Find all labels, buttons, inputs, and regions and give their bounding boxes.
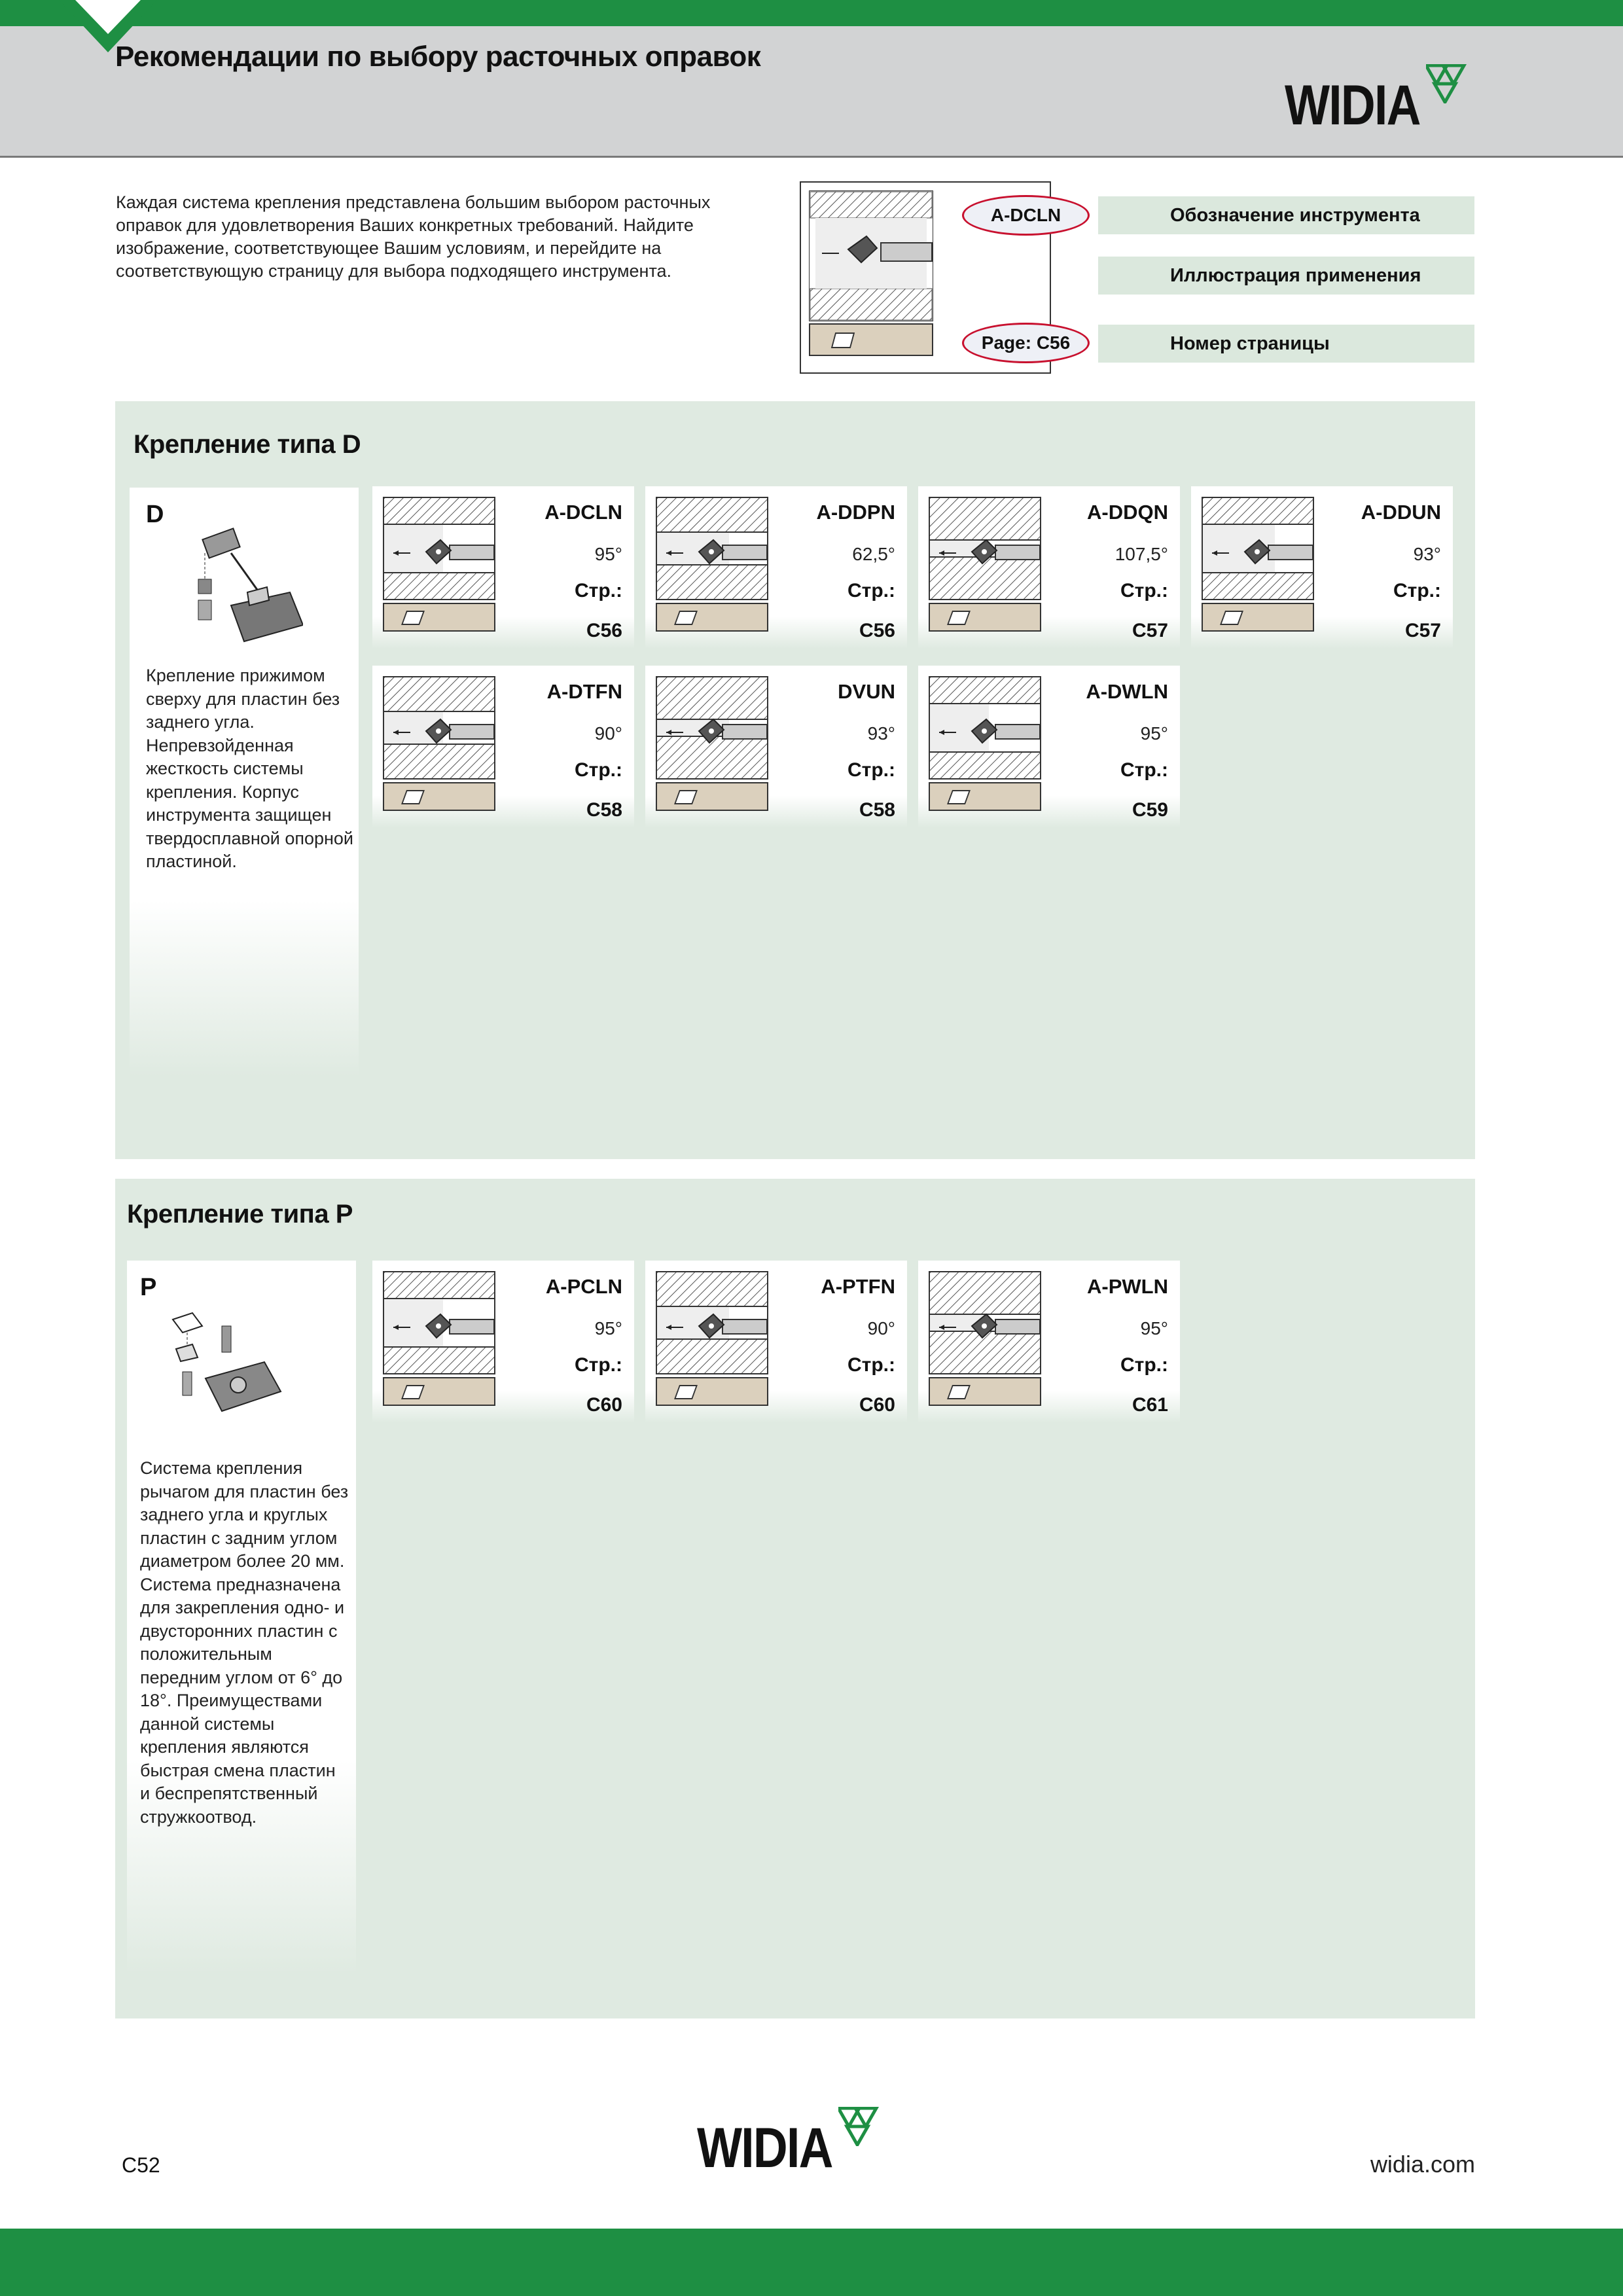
approach-angle: 93° <box>867 723 895 744</box>
card-illustration <box>929 1271 1041 1374</box>
section-type-p <box>115 1179 1475 2018</box>
tool-designation: A-DWLN <box>1086 680 1168 703</box>
legend-application-illustration <box>809 190 933 321</box>
insert-shape-icon <box>947 1385 971 1399</box>
card-illustration <box>929 676 1041 780</box>
page-reference: C56 <box>859 620 895 641</box>
page-label: Стр.: <box>847 1354 895 1376</box>
tool-card-dvun[interactable] <box>645 666 907 828</box>
tool-designation: A-PWLN <box>1087 1275 1168 1298</box>
card-insert-strip <box>383 603 495 632</box>
card-insert-strip <box>929 603 1041 632</box>
application-illustration <box>930 1272 1040 1373</box>
card-illustration <box>383 676 495 780</box>
approach-angle: 95° <box>1140 723 1168 744</box>
card-illustration <box>383 497 495 600</box>
page-label: Стр.: <box>1120 759 1168 781</box>
card-insert-strip <box>656 603 768 632</box>
insert-shape-icon <box>401 790 425 804</box>
insert-shape-icon <box>947 790 971 804</box>
page-label: Стр.: <box>574 580 622 601</box>
logo-triangles-icon <box>1426 64 1472 103</box>
application-illustration <box>657 677 767 778</box>
application-illustration <box>930 498 1040 599</box>
tool-card-a-dtfn[interactable] <box>372 666 634 828</box>
page-reference: C58 <box>859 799 895 821</box>
tool-card-a-pwln[interactable] <box>918 1261 1180 1423</box>
card-illustration <box>1202 497 1314 600</box>
application-illustration <box>384 498 494 599</box>
insert-shape-icon <box>674 611 698 625</box>
application-illustration <box>657 1272 767 1373</box>
page-reference: C61 <box>1132 1394 1168 1416</box>
tool-card-a-dwln[interactable] <box>918 666 1180 828</box>
approach-angle: 107,5° <box>1115 544 1168 564</box>
application-illustration <box>384 1272 494 1373</box>
legend-insert-strip <box>809 323 933 356</box>
header-logo <box>1285 73 1444 138</box>
footer-logo <box>697 2116 856 2181</box>
approach-angle: 95° <box>594 544 622 564</box>
tool-designation: DVUN <box>838 680 895 703</box>
intro-text: Каждая система крепления представлена большим выбором расточных оправок для удовлетворения Ваших конкретных требований. Найдите изображение, соответствующее Вашим условиям, и перейдите на соответствующую страницу для выбора подходящего инструмента. <box>116 192 711 281</box>
approach-angle: 90° <box>594 723 622 744</box>
page-label: Стр.: <box>1120 1354 1168 1376</box>
insert-shape-icon <box>674 1385 698 1399</box>
card-illustration <box>656 497 768 600</box>
insert-shape-icon <box>674 790 698 804</box>
legend-label-page: Номер страницы <box>1098 325 1474 363</box>
logo-triangles-icon <box>838 2107 884 2146</box>
card-insert-strip <box>383 1377 495 1406</box>
page-reference: C60 <box>859 1394 895 1416</box>
approach-angle: 90° <box>867 1318 895 1338</box>
legend-page-oval: Page: C56 <box>962 323 1090 363</box>
page-reference: C57 <box>1132 620 1168 641</box>
page-label: Стр.: <box>1393 580 1441 601</box>
page-reference: C58 <box>586 799 622 821</box>
tool-card-a-pcln[interactable] <box>372 1261 634 1423</box>
page-reference: C57 <box>1404 620 1441 641</box>
insert-shape-icon <box>831 332 855 348</box>
tool-designation: A-DDQN <box>1087 501 1168 524</box>
card-insert-strip <box>929 782 1041 811</box>
insert-shape-icon <box>1220 611 1243 625</box>
tool-card-a-ddun[interactable] <box>1191 486 1453 649</box>
application-illustration <box>930 677 1040 778</box>
section-title: Крепление типа P <box>127 1200 353 1229</box>
tool-card-a-ddpn[interactable] <box>645 486 907 649</box>
clamping-description <box>130 488 359 1077</box>
card-illustration <box>383 1271 495 1374</box>
card-insert-strip <box>656 782 768 811</box>
page-label: Стр.: <box>574 1354 622 1376</box>
approach-angle: 95° <box>1140 1318 1168 1338</box>
tool-designation: A-DDUN <box>1361 501 1441 524</box>
card-insert-strip <box>656 1377 768 1406</box>
legend-label-designation: Обозначение инструмента <box>1098 196 1474 234</box>
page-title: Рекомендации по выбору расточных оправок <box>115 41 761 73</box>
card-insert-strip <box>383 782 495 811</box>
application-illustration <box>1203 498 1313 599</box>
page-label: Стр.: <box>847 580 895 601</box>
website-link[interactable]: widia.com <box>1370 2151 1475 2178</box>
clamping-description-text: Крепление прижимом сверху для пластин без заднего угла. Непревзойденная жесткость системы крепления. Корпус инструмента защищен твердосплавной опорной пластиной. <box>146 666 354 871</box>
legend-tool-oval: A-DCLN <box>962 195 1090 236</box>
page-label: Стр.: <box>1120 580 1168 601</box>
top-brand-bar <box>0 0 1623 26</box>
clamping-system-illustration <box>192 527 303 651</box>
application-illustration <box>384 677 494 778</box>
section-type-d <box>115 401 1475 1159</box>
insert-shape-icon <box>401 1385 425 1399</box>
card-insert-strip <box>929 1377 1041 1406</box>
logo-wordmark: WIDIA <box>697 2117 832 2179</box>
page-label: Стр.: <box>574 759 622 781</box>
insert-shape-icon <box>401 611 425 625</box>
section-title: Крепление типа D <box>134 430 361 459</box>
page-reference: C56 <box>586 620 622 641</box>
card-illustration <box>656 676 768 780</box>
tool-card-a-dcln[interactable] <box>372 486 634 649</box>
tool-designation: A-PTFN <box>821 1275 895 1298</box>
tool-card-a-ddqn[interactable] <box>918 486 1180 649</box>
bottom-brand-bar <box>0 2229 1623 2296</box>
tool-designation: A-DDPN <box>816 501 895 524</box>
card-illustration <box>656 1271 768 1374</box>
tool-designation: A-PCLN <box>545 1275 622 1298</box>
clamping-description-text: Система крепления рычагом для пластин без заднего угла и круглых пластин с задним углом диаметром более 20 мм. Система предназначена для закрепления одно- и двусторонних пластин с положительным передним углом от 6° до 18°. Преимуществами данной системы крепления являются быстрая смена пластин и беспрепятственный стружкоотвод. <box>140 1458 349 1827</box>
card-illustration <box>929 497 1041 600</box>
page-number: C52 <box>122 2153 160 2177</box>
approach-angle: 93° <box>1413 544 1441 564</box>
clamping-system-illustration <box>166 1306 284 1424</box>
legend-label-illustration: Иллюстрация применения <box>1098 257 1474 295</box>
approach-angle: 95° <box>594 1318 622 1338</box>
approach-angle: 62,5° <box>852 544 895 564</box>
clamping-description <box>127 1261 356 1974</box>
logo-wordmark: WIDIA <box>1285 74 1420 137</box>
tool-designation: A-DTFN <box>546 680 622 703</box>
clamping-letter: P <box>140 1274 157 1301</box>
tool-designation: A-DCLN <box>544 501 622 524</box>
page-reference: C59 <box>1132 799 1168 821</box>
insert-shape-icon <box>947 611 971 625</box>
application-illustration <box>657 498 767 599</box>
page-reference: C60 <box>586 1394 622 1416</box>
header-notch-inner <box>75 0 141 34</box>
page-label: Стр.: <box>847 759 895 781</box>
card-insert-strip <box>1202 603 1314 632</box>
clamping-letter: D <box>146 501 164 528</box>
tool-card-a-ptfn[interactable] <box>645 1261 907 1423</box>
